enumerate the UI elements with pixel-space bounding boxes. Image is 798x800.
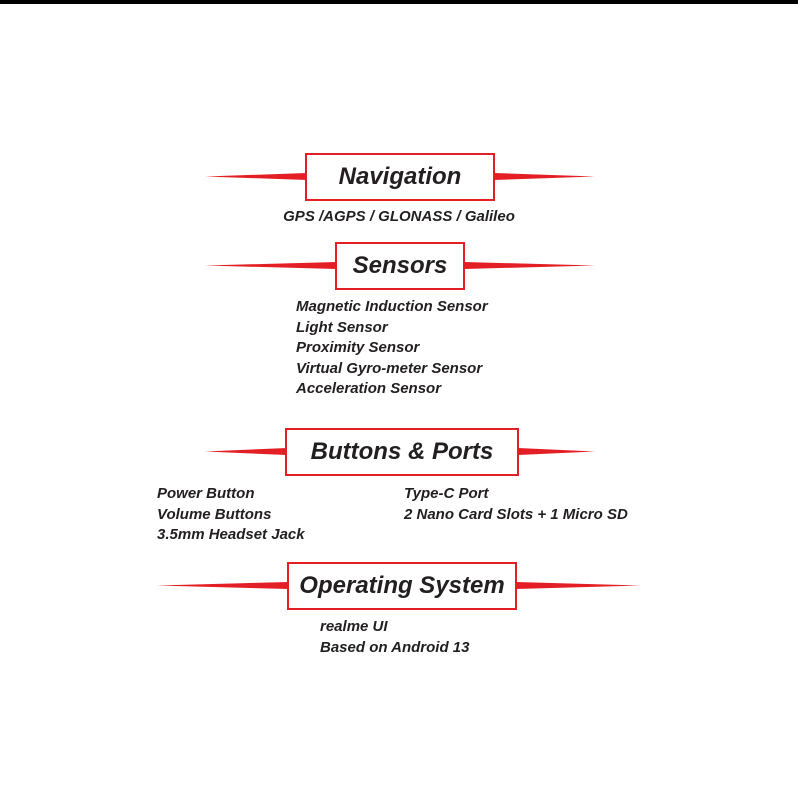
decorative-line-left bbox=[157, 582, 289, 589]
sensor-item: Proximity Sensor bbox=[296, 339, 420, 356]
operating-system-title: Operating System bbox=[287, 562, 517, 610]
ports-list bbox=[404, 484, 628, 525]
buttons-ports-header bbox=[205, 428, 595, 476]
sensors-title: Sensors bbox=[335, 242, 465, 290]
navigation-line: GPS /AGPS / GLONASS / Galileo bbox=[283, 208, 515, 225]
decorative-line-left bbox=[205, 262, 337, 269]
navigation-details bbox=[0, 207, 798, 228]
top-border bbox=[0, 0, 798, 4]
port-item: Type-C Port bbox=[404, 485, 489, 502]
button-item: 3.5mm Headset Jack bbox=[157, 526, 305, 543]
operating-system-header bbox=[157, 562, 641, 610]
os-line: Based on Android 13 bbox=[320, 638, 470, 656]
sensor-item: Virtual Gyro-meter Sensor bbox=[296, 359, 483, 377]
sensors-header bbox=[205, 242, 595, 290]
decorative-line-right bbox=[518, 448, 595, 455]
sensor-item: Acceleration Sensor bbox=[296, 380, 442, 397]
button-item: Volume Buttons bbox=[157, 505, 272, 523]
sensors-list bbox=[296, 297, 488, 400]
navigation-header bbox=[205, 153, 595, 201]
decorative-line-right bbox=[494, 173, 595, 180]
decorative-line-left bbox=[205, 448, 287, 455]
decorative-line-left bbox=[205, 173, 307, 180]
navigation-title: Navigation bbox=[305, 153, 495, 201]
sensor-item: Light Sensor bbox=[296, 318, 388, 336]
buttons-list bbox=[157, 484, 305, 546]
os-line: realme UI bbox=[320, 618, 388, 635]
buttons-ports-title: Buttons & Ports bbox=[285, 428, 519, 476]
decorative-line-right bbox=[464, 262, 595, 269]
decorative-line-right bbox=[516, 582, 641, 589]
port-item: 2 Nano Card Slots + 1 Micro SD bbox=[404, 505, 628, 523]
button-item: Power Button bbox=[157, 485, 255, 502]
operating-system-details bbox=[320, 617, 469, 658]
sensor-item: Magnetic Induction Sensor bbox=[296, 298, 488, 315]
